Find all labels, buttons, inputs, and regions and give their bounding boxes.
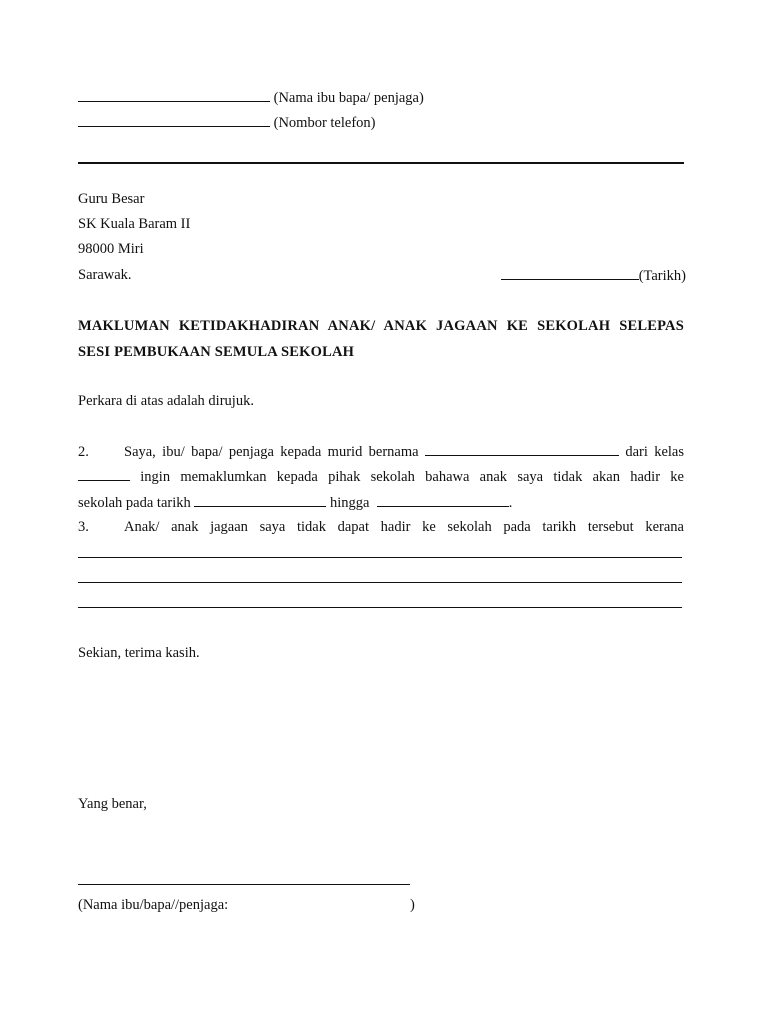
recipient-line-1: Guru Besar: [78, 191, 145, 207]
thanks-text: Sekian, terima kasih.: [78, 645, 200, 661]
title-line-2: SESI PEMBUKAAN SEMULA SEKOLAH: [78, 344, 355, 360]
signature-label: [78, 896, 418, 914]
reason-line-1[interactable]: [78, 557, 682, 558]
student-name-blank[interactable]: [425, 442, 619, 456]
phone-blank[interactable]: [78, 113, 270, 127]
paragraph-2-text-e: hingga: [330, 495, 370, 511]
paragraph-2-text-c: ingin memaklumkan kepada pihak sekolah bahawa anak saya tidak akan hadir ke: [140, 469, 684, 485]
reason-line-2[interactable]: [78, 582, 682, 583]
parent-name-label: (Nama ibu bapa/ penjaga): [273, 90, 424, 106]
parent-name-blank[interactable]: [78, 88, 270, 102]
sincerely-text: Yang benar,: [78, 796, 147, 812]
header-divider: [78, 162, 684, 164]
recipient-line-3: 98000 Miri: [78, 241, 144, 257]
phone-label: (Nombor telefon): [273, 115, 376, 131]
paragraph-2-line-3: [78, 493, 512, 512]
phone-line: [78, 113, 376, 132]
recipient-line-4: Sarawak.: [78, 267, 132, 283]
date-label: (Tarikh): [638, 268, 686, 284]
paragraph-2-text-b: dari kelas: [625, 444, 685, 460]
paragraph-3-number: 3.: [78, 519, 89, 535]
end-date-blank[interactable]: [377, 493, 509, 507]
paragraph-2-text-d: sekolah pada tarikh: [78, 495, 191, 511]
paragraph-2-text-a: Saya, ibu/ bapa/ penjaga kepada murid bernama: [124, 444, 419, 460]
reference-text: Perkara di atas adalah dirujuk.: [78, 393, 254, 409]
title-line-1: MAKLUMAN KETIDAKHADIRAN ANAK/ ANAK JAGAAN KE SEKOLAH SELEPAS: [78, 318, 684, 334]
class-blank[interactable]: [78, 467, 130, 481]
start-date-blank[interactable]: [194, 493, 326, 507]
signature-line[interactable]: [78, 884, 410, 885]
letter-title: [78, 313, 684, 365]
signature-label-open: (Nama ibu/bapa//penjaga:: [78, 897, 229, 913]
signature-label-close: ): [410, 897, 415, 913]
paragraph-2-line-2: [78, 467, 684, 486]
paragraph-3-line-1: [78, 518, 684, 536]
paragraph-2-text-f: .: [508, 495, 513, 511]
paragraph-3-text: Anak/ anak jagaan saya tidak dapat hadir ke sekolah pada tarikh tersebut kerana: [124, 519, 684, 535]
recipient-line-2: SK Kuala Baram II: [78, 216, 191, 232]
reason-line-3[interactable]: [78, 607, 682, 608]
paragraph-2-number: 2.: [78, 444, 89, 460]
date-line: [501, 266, 686, 285]
date-blank[interactable]: [501, 266, 639, 280]
paragraph-2-line-1: [78, 442, 684, 461]
parent-name-line: [78, 88, 424, 107]
